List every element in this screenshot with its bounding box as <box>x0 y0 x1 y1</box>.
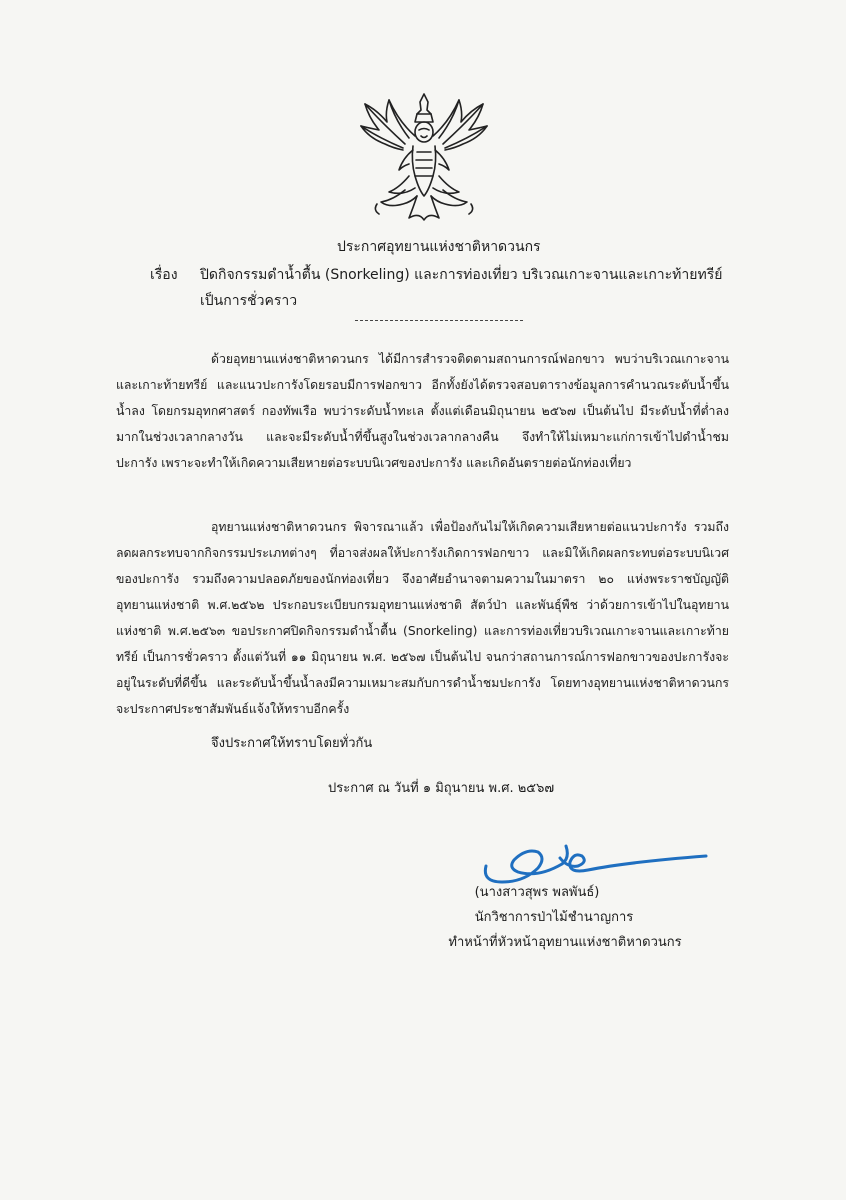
signatory-position: นักวิชาการป่าไม้ชำนาญการ <box>474 910 634 925</box>
body-paragraph-2-block <box>116 514 729 722</box>
signatory-block <box>420 880 710 955</box>
divider-line <box>355 320 523 321</box>
announcement-subject <box>150 262 722 314</box>
date-line: ประกาศ ณ วันที่ ๑ มิถุนายน พ.ศ. ๒๕๖๗ <box>328 781 555 796</box>
body-paragraph-2: อุทยานแห่งชาติหาดวนกร พิจารณาแล้ว เพื่อป้องกันไม่ให้เกิดความเสียหายต่อแนวปะการัง รวมถึงลดผลกระทบจากกิจกรรมประเภทต่างๆ ที่อาจส่งผลให้ปะการังเกิดการฟอกขาว และมิให้เกิดผลกระทบต่อระบบนิเวศของปะการัง รวมถึงความปลอดภัยของนักท่องเที่ยว จึงอาศัยอำนาจตามความในมาตรา ๒๐ แห่งพระราชบัญญัติอุทยานแห่งชาติ พ.ศ.๒๕๖๒ ประกอบระเบียบกรมอุทยานแห่งชาติ สัตว์ป่า และพันธุ์พืช ว่าด้วยการเข้าไปในอุทยานแห่งชาติ พ.ศ.๒๕๖๓ ขอประกาศปิดกิจกรรมดำน้ำตื้น (Snorkeling) และการท่องเที่ยวบริเวณเกาะจานและเกาะท้ายทรีย์ เป็นการชั่วคราว ตั้งแต่วันที่ ๑๑ มิถุนายน พ.ศ. ๒๕๖๗ เป็นต้นไป จนกว่าสถานการณ์การฟอกขาวของปะการังจะอยู่ในระดับที่ดีขึ้น และระดับน้ำขึ้นน้ำลงมีความเหมาะสมกับการดำน้ำชมปะการัง โดยทางอุทยานแห่งชาติหาดวนกรจะประกาศประชาสัมพันธ์แจ้งให้ทราบอีกครั้ง <box>116 520 729 716</box>
signatory-name: (นางสาวสุพร พลพันธ์) <box>474 885 600 900</box>
body-paragraph-1: ด้วยอุทยานแห่งชาติหาดวนกร ได้มีการสำรวจติดตามสถานการณ์ฟอกขาว พบว่าบริเวณเกาะจานและเกาะท้ายทรีย์ และแนวปะการังโดยรอบมีการฟอกขาว อีกทั้งยังได้ตรวจสอบตารางข้อมูลการคำนวณระดับน้ำขึ้นน้ำลง โดยกรมอุทกศาสตร์ กองทัพเรือ พบว่าระดับน้ำทะเล ตั้งแต่เดือนมิถุนายน ๒๕๖๗ เป็นต้นไป มีระดับน้ำที่ต่ำลงมากในช่วงเวลากลางวัน และจะมีระดับน้ำที่ขึ้นสูงในช่วงเวลากลางคืน จึงทำให้ไม่เหมาะแก่การเข้าไปดำน้ำชมปะการัง เพราะจะทำให้เกิดความเสียหายต่อระบบนิเวศของปะการัง และเกิดอันตรายต่อนักท่องเที่ยว <box>116 352 729 470</box>
subject-line-1: ปิดกิจกรรมดำน้ำตื้น (Snorkeling) และการท่องเที่ยว บริเวณเกาะจานและเกาะท้ายทรีย์ <box>200 267 723 283</box>
body-paragraph-1-block <box>116 346 729 476</box>
announcement-title: ประกาศอุทยานแห่งชาติหาดวนกร <box>337 239 541 255</box>
closing-statement: จึงประกาศให้ทราบโดยทั่วกัน <box>211 736 373 751</box>
subject-label: เรื่อง <box>150 267 178 283</box>
signatory-acting-role: ทำหน้าที่หัวหน้าอุทยานแห่งชาติหาดวนกร <box>448 935 682 950</box>
garuda-emblem-icon <box>359 92 489 222</box>
subject-line-2: เป็นการชั่วคราว <box>200 293 298 309</box>
